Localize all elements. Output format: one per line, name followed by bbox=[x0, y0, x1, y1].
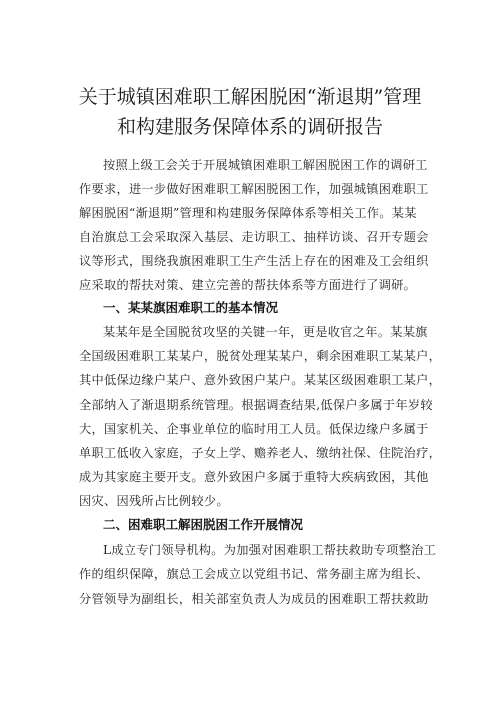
intro-line: 解困脱困“渐退期”管理和构建服务保障体系等相关工作。某某 bbox=[79, 206, 417, 220]
document-title-line-1: 关于城镇困难职工解困脱困“渐退期”管理 bbox=[78, 86, 422, 108]
section2-line: 分管领导为副组长，相关部室负责人为成员的困难职工帮扶救助 bbox=[79, 592, 429, 606]
section1-line: 大，国家机关、企事业单位的临时用工人员。低保边缘户多属于 bbox=[79, 422, 429, 436]
intro-line: 按照上级工会关于开展城镇困难职工解困脱困工作的调研工 bbox=[103, 158, 428, 172]
section1-line: 因灾、因残所占比例较少。 bbox=[79, 494, 229, 508]
document-title-line-2: 和构建服务保障体系的调研报告 bbox=[116, 116, 383, 138]
section1-line: 某某年是全国脱贫攻坚的关键一年，更是收官之年。某某旗 bbox=[103, 325, 428, 339]
intro-line: 自治旗总工会采取深入基层、走访职工、抽样访谈、召开专题会 bbox=[79, 230, 429, 244]
intro-line: 议等形式，围绕我旗困难职工生产生活上存在的困难及工会组织 bbox=[79, 254, 429, 268]
section2-line: 作的组织保障，旗总工会成立以党组书记、常务副主席为组长、 bbox=[79, 567, 429, 581]
section1-line: 单职工低收入家庭，子女上学、赡养老人、缴纳社保、住院治疗， bbox=[79, 446, 442, 460]
section1-line: 成为其家庭主要开支。意外致困户多属于重特大疾病致困，其他 bbox=[79, 470, 429, 484]
intro-line: 应采取的帮扶对策、建立完善的帮扶体系等方面进行了调研。 bbox=[79, 278, 417, 292]
section1-line: 全国级困难职工某某户，脱贫处理某某户，剩余困难职工某某户， bbox=[79, 349, 442, 363]
section1-line: 全部纳入了渐退期系统管理。根据调查结果,低保户多属于年岁较 bbox=[79, 398, 433, 412]
section-heading-1: 一、某某旗困难职工的基本情况 bbox=[103, 300, 279, 315]
intro-line: 作要求，进一步做好困难职工解困脱困工作，加强城镇困难职工 bbox=[79, 182, 429, 196]
section2-line: L成立专门领导机构。为加强对困难职工帮扶救助专项整治工 bbox=[103, 543, 437, 557]
section1-line: 其中低保边缘户某户、意外致困户某户。某某区级困难职工某户， bbox=[79, 373, 442, 387]
section-heading-2: 二、困难职工解困脱困工作开展情况 bbox=[103, 517, 304, 532]
